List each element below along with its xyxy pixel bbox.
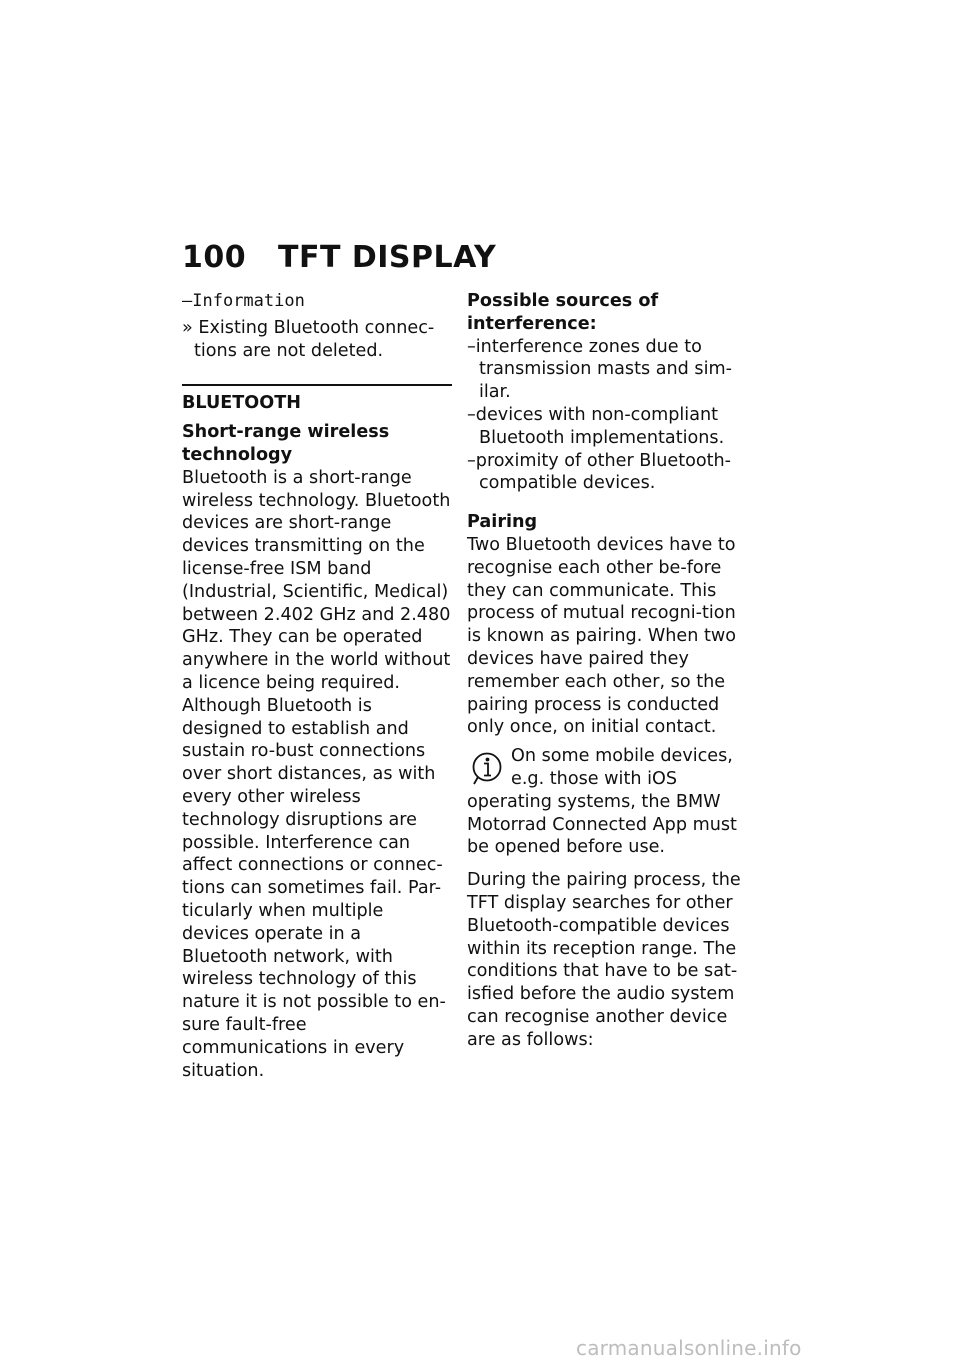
page-number: 100 — [182, 240, 247, 275]
paragraph-robustness: Although Bluetooth is designed to establish and sustain ro-bust connections over short distances, as with every other wireless technology disruptions are possible. Interference can affect connections or connec-tions can sometimes fail. Par-ticularly when multiple devices operate in a Bluetooth network, with wireless technology of this nature it is not possible to en-sure fault-free communications in every situation. — [182, 695, 446, 1081]
info-note — [467, 745, 747, 859]
left-column — [182, 290, 452, 1082]
info-line: –Information — [182, 291, 305, 311]
watermark: carmanualsonline.info — [576, 1336, 802, 1360]
section-title: TFT DISPLAY — [278, 240, 497, 275]
page-header — [182, 240, 496, 275]
note-line-1: On some mobile devices, — [511, 746, 733, 767]
sub-heading: Short-range wireless technology — [182, 422, 390, 465]
result-line: » Existing Bluetooth connec-tions are not deleted. — [182, 317, 435, 361]
list-item: –devices with non-compliant Bluetooth implementations. — [467, 404, 725, 448]
interference-heading: Possible sources of interference: — [467, 291, 659, 334]
list-item: –interference zones due to transmission masts and sim-ilar. — [467, 336, 732, 403]
pairing-heading: Pairing — [467, 512, 538, 533]
right-column — [467, 290, 747, 1052]
process-paragraph: During the pairing process, the TFT display searches for other Bluetooth-compatible devices within its reception range. The conditions that have to be sat-isfied before the audio system can recognise another device are as follows: — [467, 870, 741, 1050]
pairing-paragraph: Two Bluetooth devices have to recognise each other be-fore they can communicate. This process of mutual recogni-tion is known as pairing. When two devices have paired they remember each other, so the pairing process is conducted only once, on initial contact. — [467, 534, 737, 738]
section-divider — [182, 384, 452, 386]
list-item: –proximity of other Bluetooth-compatible devices. — [467, 450, 732, 494]
paragraph-intro: Bluetooth is a short-range wireless technology. Bluetooth devices are short-range devices transmitting on the license-free ISM band (Industrial, Scientific, Medical) between 2.402 GHz and 2.480 GHz. They can be operated anywhere in the world without a licence being required. — [182, 467, 451, 693]
info-circle-icon — [471, 751, 503, 787]
note-rest: operating systems, the BMW Motorrad Connected App must be opened before use. — [467, 791, 737, 858]
note-line-2: e.g. those with iOS — [511, 768, 677, 789]
section-heading: BLUETOOTH — [182, 393, 301, 414]
